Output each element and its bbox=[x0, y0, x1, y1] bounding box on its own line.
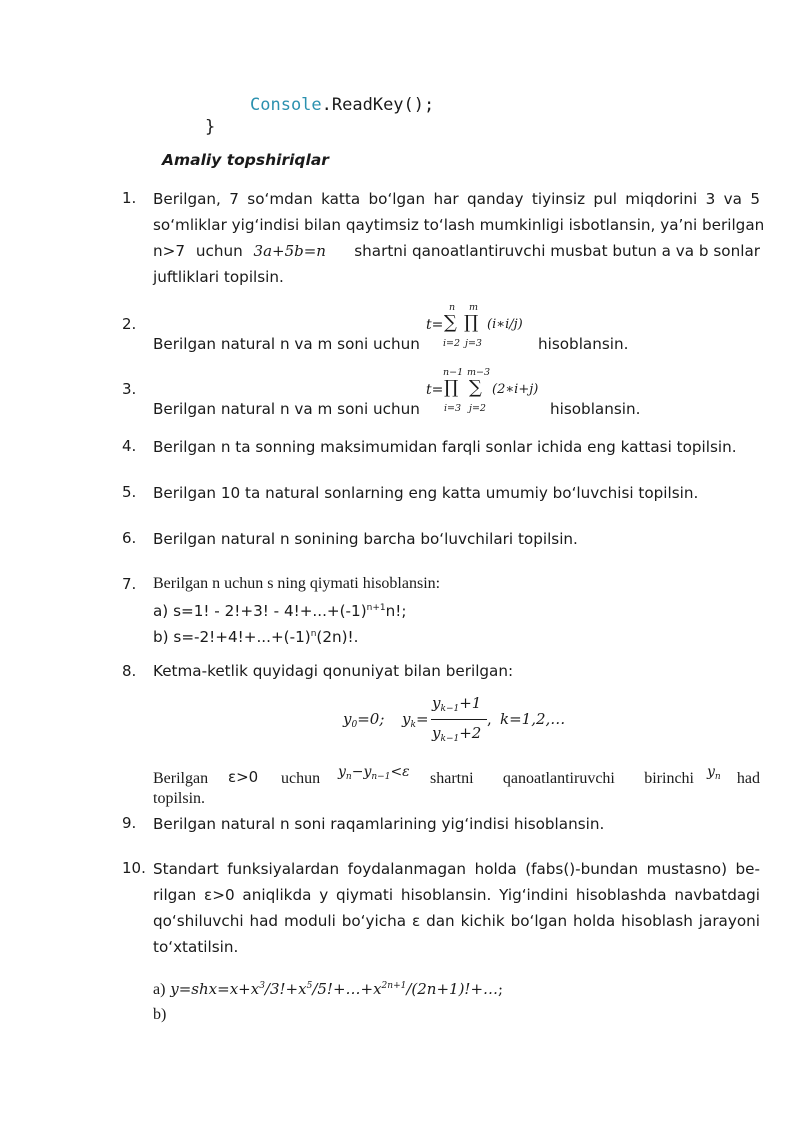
task-8-yn: $y_n$ bbox=[707, 764, 721, 782]
task-10-a-prefix: a) bbox=[153, 981, 166, 998]
task-1-number: 1. bbox=[122, 189, 137, 207]
task-2-sum-bottom: i=2 bbox=[443, 338, 461, 349]
task-7-a-prefix: a) bbox=[153, 602, 169, 620]
task-5-text: Berilgan 10 ta natural sonlarning eng katta umumiy bo‘luvchisi topilsin. bbox=[153, 484, 699, 502]
task-1-condition: n>7 bbox=[153, 242, 186, 260]
task-7-intro: Berilgan n uchun s ning qiymati hisoblansin: bbox=[153, 575, 441, 592]
code-class-name: Console bbox=[250, 95, 322, 115]
code-method-call: .ReadKey(); bbox=[321, 95, 435, 115]
task-10-line-3: qo‘shiluvchi had moduli bo‘yicha ε dan kichik bo‘lgan holda hisoblash jarayoni bbox=[153, 912, 760, 930]
task-8-diff-cond: <ε bbox=[390, 764, 410, 780]
task-10-line-2: rilgan ε>0 aniqlikda y qiymati hisoblansin. Yig‘indini hisoblashda navbatdagi bbox=[153, 886, 760, 904]
task-2-text: Berilgan natural n va m soni uchun bbox=[153, 335, 420, 353]
task-10-a-formula: $y=shx=x+x^3/3!+x^5/5!+\dots+x^{2n+1}/(2n+1)!+\dots$; bbox=[170, 980, 504, 998]
task-1-line-2: so‘mliklar yig‘indisi bilan qaytimsiz to‘lash mumkinligi isbotlansin, ya’ni berilgan bbox=[153, 216, 765, 234]
task-8-conclusion bbox=[153, 764, 760, 790]
task-8-topilsin: topilsin. bbox=[153, 790, 206, 807]
task-7-a-end: n!; bbox=[385, 602, 407, 620]
section-heading: Amaliy topshiriqlar bbox=[162, 151, 329, 169]
task-6-text: Berilgan natural n sonining barcha bo‘luvchilari topilsin. bbox=[153, 530, 578, 548]
task-3-number: 3. bbox=[122, 380, 137, 398]
task-10-line-4: to‘xtatilsin. bbox=[153, 938, 239, 956]
task-3-lhs: t= bbox=[426, 382, 444, 398]
task-8-intro: Ketma-ketlik quyidagi qonuniyat bilan berilgan: bbox=[153, 662, 514, 680]
task-1-line-5: juftliklari topilsin. bbox=[153, 268, 284, 286]
task-8-eps: ε>0 bbox=[228, 768, 259, 786]
task-4-number: 4. bbox=[122, 437, 137, 455]
task-8-yk-num: $y_{k-1}+1$ bbox=[432, 694, 482, 714]
task-8-shartni: shartni qanoatlantiruvchi birinchi bbox=[430, 770, 694, 787]
task-8-had: had bbox=[736, 770, 760, 787]
task-2-text-after: hisoblansin. bbox=[538, 335, 629, 353]
task-7-a-exp: n+1 bbox=[366, 603, 386, 613]
task-3-prod-bottom: i=3 bbox=[444, 403, 462, 414]
product-symbol-icon: ∏ bbox=[464, 312, 479, 333]
task-3-prod-top: n−1 bbox=[443, 367, 464, 378]
task-2-number: 2. bbox=[122, 315, 137, 333]
task-7-number: 7. bbox=[122, 575, 137, 593]
task-1-line-3 bbox=[153, 242, 760, 260]
task-7-option-b bbox=[153, 628, 358, 646]
task-8-den-text: +2 bbox=[459, 724, 482, 742]
task-6-number: 6. bbox=[122, 529, 137, 547]
task-7-option-a bbox=[153, 602, 406, 620]
task-10-line-1: Standart funksiyalardan foydalanmagan holda (fabs()-bundan mustasno) be- bbox=[153, 860, 760, 878]
task-8-k-values: k=1,2,… bbox=[500, 710, 566, 728]
task-2-prod-bottom: j=3 bbox=[465, 338, 482, 349]
task-3-text: Berilgan natural n va m soni uchun bbox=[153, 400, 420, 418]
task-3-body: (2∗i+j) bbox=[492, 382, 539, 397]
task-1-condition-text: shartni qanoatlantiruvchi musbat butun a va b sonlar bbox=[354, 242, 760, 260]
sum-symbol-icon: ∑ bbox=[444, 312, 457, 333]
task-2-prod-top: m bbox=[469, 302, 479, 313]
task-7-b-prefix: b) bbox=[153, 628, 169, 646]
task-4-text: Berilgan n ta sonning maksimumidan farqli sonlar ichida eng kattasi topilsin. bbox=[153, 438, 737, 456]
task-8-num-text: +1 bbox=[459, 694, 482, 712]
task-8-comma: , bbox=[487, 710, 492, 728]
task-3-text-after: hisoblansin. bbox=[550, 400, 641, 418]
task-7-b-formula: s=-2!+4!+...+(-1) bbox=[173, 628, 311, 646]
task-2-lhs: t= bbox=[426, 317, 444, 333]
code-line-readkey bbox=[250, 95, 434, 115]
task-7-a-formula: s=1! - 2!+3! - 4!+...+(-1) bbox=[173, 602, 367, 620]
task-2-sum-top: n bbox=[449, 302, 456, 313]
task-8-diff: $y_n-y_{n-1}<\varepsilon$ bbox=[338, 764, 410, 782]
task-8-number: 8. bbox=[122, 662, 137, 680]
task-8-berilgan: Berilgan bbox=[153, 770, 209, 787]
task-8-yk-eq: = bbox=[415, 710, 429, 728]
task-7-b-exp: n bbox=[310, 629, 317, 639]
task-3-sum-bottom: j=2 bbox=[469, 403, 486, 414]
task-9-number: 9. bbox=[122, 814, 137, 832]
task-8-y0-value: =0; bbox=[357, 710, 385, 728]
task-8-yk-lhs: $y_k=$ bbox=[402, 710, 429, 730]
task-2-body: (i∗i/j) bbox=[487, 317, 523, 332]
code-closing-brace: } bbox=[205, 117, 216, 137]
task-10-number: 10. bbox=[122, 859, 146, 877]
task-10-b-prefix: b) bbox=[153, 1006, 167, 1023]
task-1-equation: 3a+5b=n bbox=[253, 242, 326, 260]
task-8-uchun: uchun bbox=[281, 770, 321, 787]
task-8-yk-den: $y_{k-1}+2$ bbox=[432, 724, 482, 744]
task-9-text: Berilgan natural n soni raqamlarining yig‘indisi hisoblansin. bbox=[153, 815, 605, 833]
task-7-b-end: (2n)!. bbox=[316, 628, 359, 646]
task-10-option-a bbox=[153, 980, 503, 999]
product-symbol-icon-2: ∏ bbox=[444, 377, 459, 398]
task-5-number: 5. bbox=[122, 483, 137, 501]
task-8-y0: $y_0=0$; bbox=[343, 710, 385, 730]
task-10-a-formula-start: y=shx=x+x bbox=[170, 980, 260, 998]
task-1-line-1: Berilgan, 7 so‘mdan katta bo‘lgan har qanday tiyinsiz pul miqdorini 3 va 5 bbox=[153, 190, 760, 208]
task-8-fraction-bar bbox=[431, 719, 487, 720]
task-3-sum-top: m−3 bbox=[467, 367, 491, 378]
task-1-uchun: uchun bbox=[195, 242, 243, 260]
sum-symbol-icon-2: ∑ bbox=[469, 377, 482, 398]
